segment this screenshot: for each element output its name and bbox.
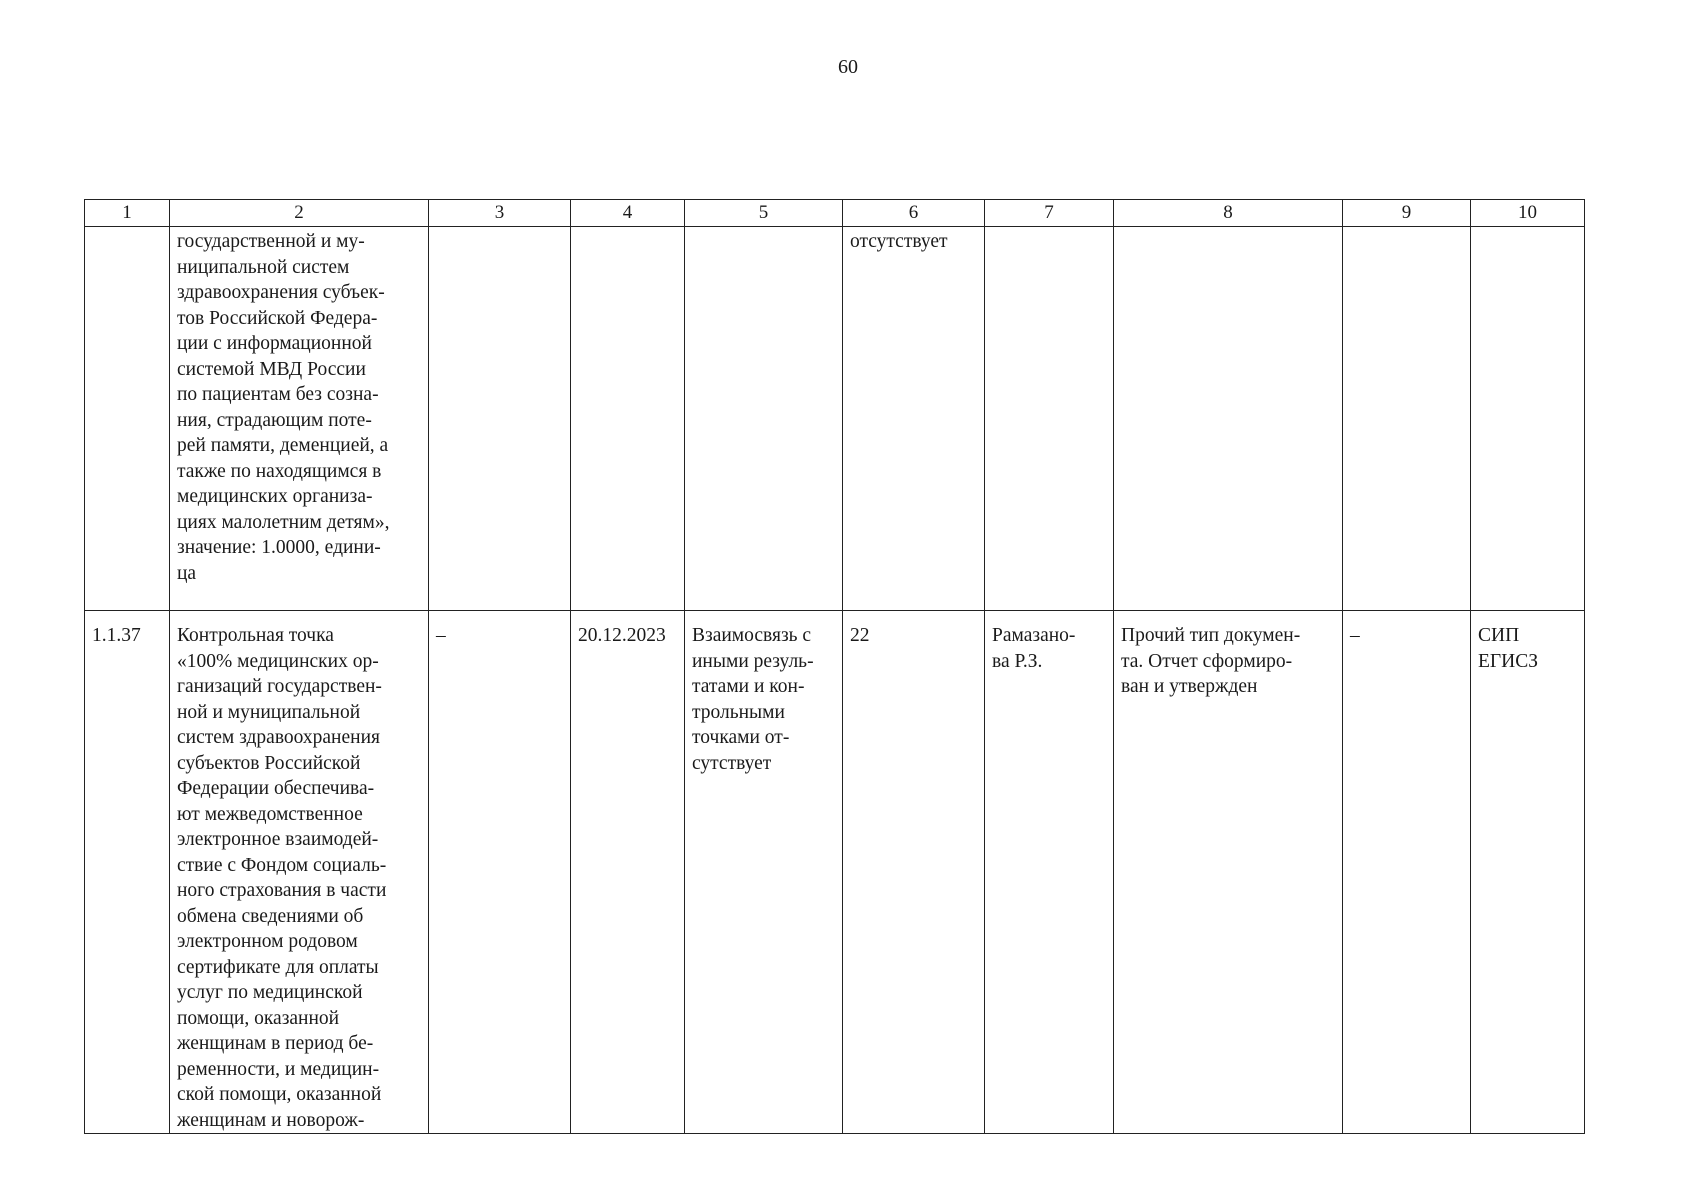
- cell-line: обмена сведениями об: [177, 905, 364, 927]
- table-cell-col-9: –: [1343, 611, 1471, 1134]
- cell-line: услуг по медицинской: [177, 982, 363, 1003]
- column-header-6: 6: [843, 200, 985, 227]
- cell-line: Контрольная точка: [177, 625, 334, 646]
- cell-line: Взаимосвязь с: [692, 625, 812, 646]
- cell-line: рей памяти, деменцией, а: [177, 435, 389, 456]
- cell-line: субъектов Российской: [177, 752, 361, 774]
- cell-line: ного страхования в части: [177, 880, 387, 901]
- cell-line: трольными: [692, 701, 785, 723]
- cell-line: ван и утвержден: [1121, 676, 1258, 697]
- cell-line: СИП: [1478, 625, 1520, 646]
- table-cell-col-8: [1114, 611, 1343, 1134]
- page-number: 60: [838, 56, 858, 78]
- cell-line: ной и муниципальной: [177, 701, 361, 723]
- table-cell-col-5: [685, 227, 843, 611]
- cell-line: Федерации обеспечива-: [177, 778, 375, 799]
- cell-line: электронном родовом: [177, 931, 358, 952]
- cell-line: здравоохранения субъек-: [177, 282, 385, 303]
- table-cell-col-10: [1471, 227, 1585, 611]
- cell-line: государственной и му-: [177, 231, 365, 252]
- table-cell-col-8: [1114, 227, 1343, 611]
- cell-line: Прочий тип докумен-: [1121, 625, 1301, 646]
- cell-line: ют межведомственное: [177, 803, 363, 825]
- column-header-1: 1: [85, 200, 170, 227]
- cell-line: сутствует: [692, 752, 772, 774]
- column-header-2: 2: [170, 200, 429, 227]
- cell-line: ствие с Фондом социаль-: [177, 854, 387, 876]
- cell-line: женщинам и новорож-: [177, 1109, 365, 1131]
- cell-line: ниципальной систем: [177, 256, 350, 278]
- header-row: [85, 200, 1585, 227]
- column-header-8: 8: [1114, 200, 1343, 227]
- table-cell-col-7: [985, 611, 1114, 1134]
- table-cell-col-6: отсутствует: [843, 227, 985, 611]
- cell-line: ции с информационной: [177, 333, 372, 354]
- table-cell-col-4: [571, 227, 685, 611]
- cell-line: циях малолетним детям»,: [177, 511, 390, 533]
- cell-line: ва Р.З.: [992, 650, 1043, 672]
- cell-line: также по находящимся в: [177, 460, 382, 482]
- plan-table: [84, 199, 1585, 1134]
- table-cell-col-4: 20.12.2023: [571, 611, 685, 1134]
- cell-line: ЕГИСЗ: [1478, 650, 1539, 672]
- cell-line: та. Отчет сформиро-: [1121, 650, 1293, 672]
- cell-line: ской помощи, оказанной: [177, 1084, 382, 1105]
- cell-line: женщинам в период бе-: [177, 1033, 374, 1054]
- column-header-5: 5: [685, 200, 843, 227]
- cell-line: электронное взаимодей-: [177, 829, 379, 850]
- table-cell-col-6: 22: [843, 611, 985, 1134]
- table-cell-col-1: 1.1.37: [85, 611, 170, 1134]
- table-cell-col-3: –: [429, 611, 571, 1134]
- column-header-10: 10: [1471, 200, 1585, 227]
- cell-line: систем здравоохранения: [177, 727, 380, 748]
- table-cell-col-5: [685, 611, 843, 1134]
- table-cell-col-2: [170, 227, 429, 611]
- cell-line: иными резуль-: [692, 650, 814, 672]
- cell-line: системой МВД России: [177, 358, 366, 380]
- table-row: [85, 611, 1585, 1134]
- column-header-3: 3: [429, 200, 571, 227]
- cell-line: сертификате для оплаты: [177, 956, 379, 978]
- cell-line: ния, страдающим поте-: [177, 409, 372, 431]
- table-cell-col-9: [1343, 227, 1471, 611]
- cell-line: ца: [177, 562, 197, 584]
- cell-line: точками от-: [692, 727, 790, 748]
- column-header-9: 9: [1343, 200, 1471, 227]
- cell-line: тов Российской Федера-: [177, 307, 378, 329]
- table-cell-col-3: [429, 227, 571, 611]
- cell-line: ременности, и медицин-: [177, 1058, 380, 1080]
- column-header-4: 4: [571, 200, 685, 227]
- cell-line: ганизаций государствен-: [177, 676, 382, 697]
- cell-line: татами и кон-: [692, 676, 805, 697]
- cell-line: помощи, оказанной: [177, 1007, 340, 1029]
- table-cell-col-2: [170, 611, 429, 1134]
- cell-line: Рамазано-: [992, 625, 1076, 646]
- cell-line: «100% медицинских ор-: [177, 650, 379, 672]
- table-cell-col-1: [85, 227, 170, 611]
- table-row: [85, 227, 1585, 611]
- cell-line: медицинских организа-: [177, 486, 373, 507]
- cell-line: значение: 1.0000, едини-: [177, 537, 381, 558]
- table-cell-col-7: [985, 227, 1114, 611]
- table-cell-col-10: [1471, 611, 1585, 1134]
- column-header-7: 7: [985, 200, 1114, 227]
- cell-line: по пациентам без созна-: [177, 384, 379, 405]
